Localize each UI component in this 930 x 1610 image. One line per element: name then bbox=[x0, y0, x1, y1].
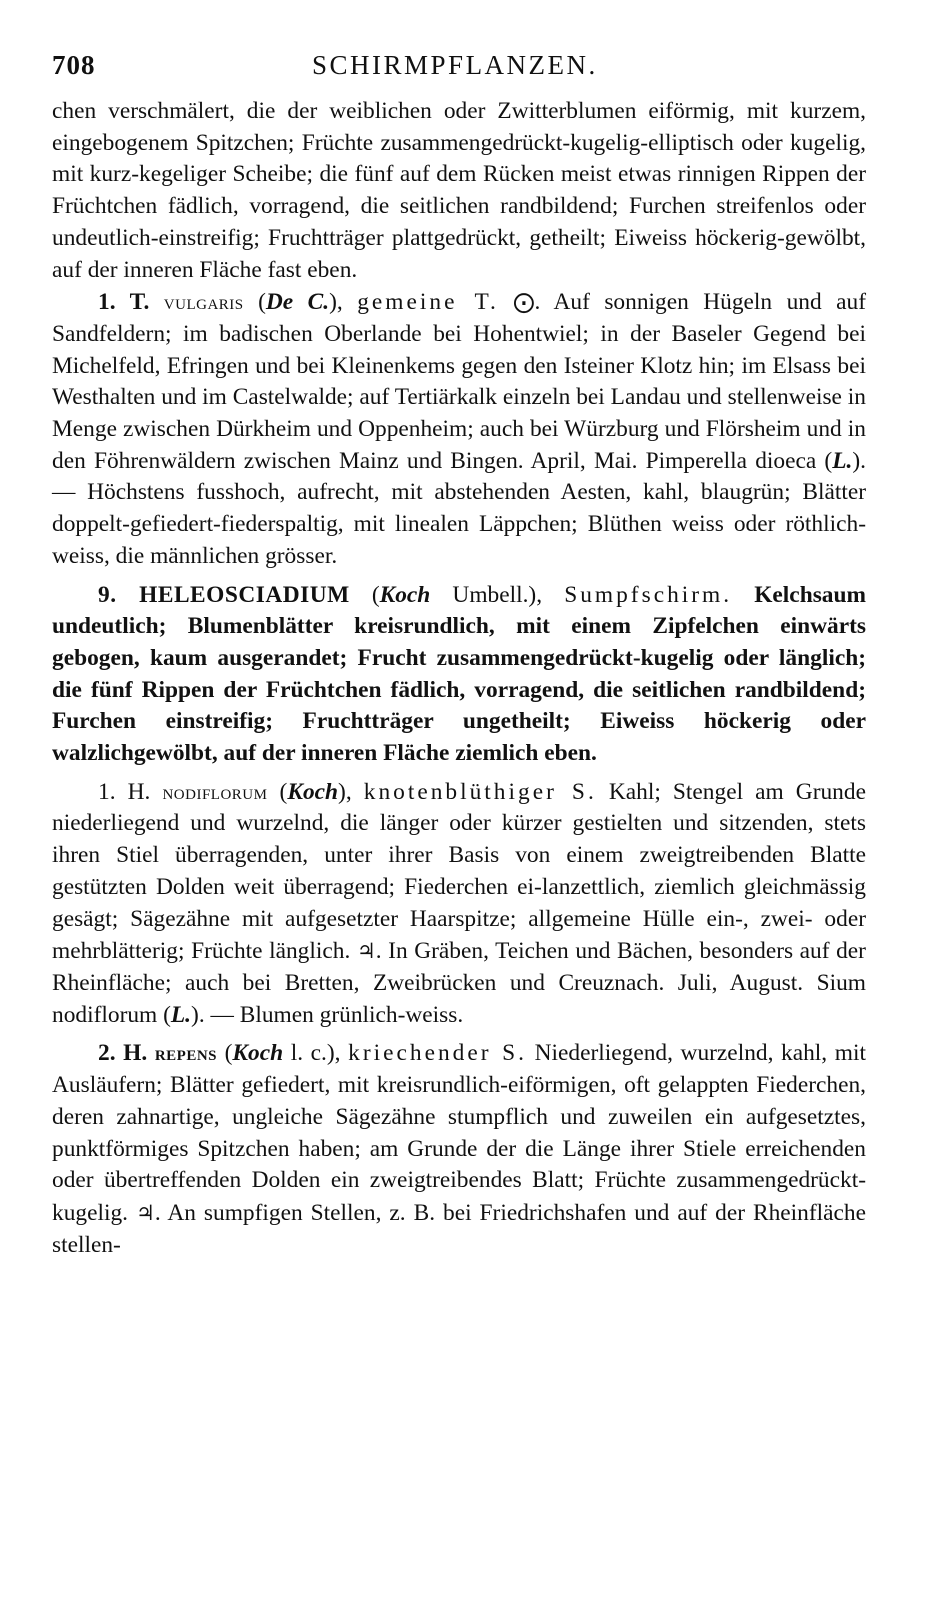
species-name: vulgaris bbox=[163, 290, 244, 315]
species-number: 1. H. bbox=[98, 778, 151, 805]
species-author: Koch bbox=[232, 1040, 284, 1067]
species-number: 2. H. bbox=[98, 1040, 148, 1067]
genus-heading: 9. HELEOSCIADIUM bbox=[98, 581, 350, 608]
common-name: gemeine T. bbox=[357, 289, 499, 316]
species-name: nodiflorum bbox=[162, 779, 268, 804]
perennial-symbol: ♃ bbox=[356, 938, 376, 964]
synonym-author: L. bbox=[170, 1001, 192, 1028]
genus-common-name: Sumpfschirm. bbox=[564, 581, 733, 608]
page-number: 708 bbox=[52, 50, 96, 80]
species-author: Koch bbox=[287, 778, 339, 805]
common-name: kriechender S. bbox=[348, 1040, 527, 1067]
annual-symbol: ⨀ bbox=[513, 289, 535, 315]
species-number: 1. T. bbox=[98, 289, 150, 316]
synonym-author: L. bbox=[832, 447, 853, 474]
paragraph-species-t-vulgaris: 1. T. vulgaris (De C.), gemeine T. ⨀. Auf sonnigen Hügeln und auf Sandfeldern; im badischen Oberlande bei Hohentwiel; in der Baseler Gegend bei Michelfeld, Efringen und bei Kleinenkems gegen den Isteiner Klotz hin; im Elsass bei Westhalten und im Castelwalde; auf Tertiärkalk einzeln bei Landau und stellenweise in Menge zwischen Dürkheim und Oppenheim; auch bei Würzburg und Flörsheim und in den Föhrenwäldern zwischen Mainz und Bingen. April, Mai. Pimperella dioeca (L.). — Höchstens fusshoch, aufrecht, mit abstehenden Aesten, kahl, blaugrün; Blätter doppelt-gefiedert-fiederspaltig, mit linealen Läppchen; Blüthen weiss oder röthlich-weiss, die männlichen grösser. bbox=[52, 289, 867, 569]
species-author: De C. bbox=[265, 289, 330, 316]
genus-description: Kelchsaum undeutlich; Blumenblätter kreisrundlich, mit einem Zipfelchen einwärts gebogen, kaum ausgerandet; Frucht zusammengedrückt-kugelig oder länglich; die fünf Rippen der Früchtchen fädlich, vorragend, die seitlichen randbildend; Furchen einstreifig; Fruchtträger ungetheilt; Eiweiss höckerig oder walzlichgewölbt, auf der inneren Fläche ziemlich eben. bbox=[52, 581, 866, 767]
paragraph-genus-continuation: chen verschmälert, die der weiblichen oder Zwitterblumen eiförmig, mit kurzem, eingebogenem Spitzchen; Früchte zusammengedrückt-kugelig-elliptisch oder kugelig, mit kurz-kegeliger Scheibe; die fünf auf dem Rücken meist etwas rinnigen Rippen der Früchtchen fädlich, vorragend, die seitlichen randbildend; Furchen streifenlos oder undeutlich-einstreifig; Fruchtträger plattgedrückt, getheilt; Eiweiss höckerig-gewölbt, auf der inneren Fläche fast eben. bbox=[52, 98, 866, 283]
perennial-symbol: ♃ bbox=[135, 1199, 155, 1225]
paragraph-species-h-nodiflorum: 1. H. nodiflorum (Koch), knotenblüthiger S. Kahl; Stengel am Grunde niederliegend und wurzelnd, die länger oder kürzer gestielten und sitzenden, stets ihren Stiel überragenden, unter ihrer Basis von einem zweigtreibenden Blatte gestützten Dolden weit überragend; Fiederchen ei-lanzettlich, ziemlich gleichmässig gesägt; Sägezähne mit aufgesetzter Haarspitze; allgemeine Hülle ein-, zwei- oder mehrblätterig; Früchte länglich. ♃. In Gräben, Teichen und Bächen, besonders auf der Rheinfläche; auch bei Bretten, Zweibrücken und Creuznach. Juli, August. Sium nodiflorum (L.). — Blumen grünlich-weiss. bbox=[52, 778, 866, 1028]
common-name: knotenblüthiger S. bbox=[363, 778, 597, 805]
body-text bbox=[52, 96, 866, 1261]
paragraph-genus-heleosciadium: 9. HELEOSCIADIUM (Koch Umbell.), Sumpfschirm. Kelchsaum undeutlich; Blumenblätter kreisrundlich, mit einem Zipfelchen einwärts gebogen, kaum ausgerandet; Frucht zusammengedrückt-kugelig oder länglich; die fünf Rippen der Früchtchen fädlich, vorragend, die seitlichen randbildend; Furchen einstreifig; Fruchtträger ungetheilt; Eiweiss höckerig oder walzlichgewölbt, auf der inneren Fläche ziemlich eben. bbox=[52, 581, 866, 767]
running-head: SCHIRMPFLANZEN. bbox=[312, 50, 598, 80]
book-page bbox=[52, 50, 866, 1590]
species-name: repens bbox=[154, 1041, 217, 1066]
paragraph-species-h-repens: 2. H. repens (Koch l. c.), kriechender S. Niederliegend, wurzelnd, kahl, mit Ausläufern; Blätter gefiedert, mit kreisrundlich-eiförmigen, oft gelappten Fiederchen, deren zahnartige, ungleiche Sägezähne stumpflich und zuweilen ein aufgesetztes, punktförmiges Spitzchen haben; am Grunde der die Länge ihrer Stiele erreichenden oder übertreffenden Dolden ein zweigtreibendes Blatt; Früchte zusammengedrückt-kugelig. ♃. An sumpfigen Stellen, z. B. bei Friedrichshafen und auf der Rheinfläche stellen- bbox=[52, 1040, 866, 1258]
page-header bbox=[52, 50, 866, 96]
genus-author: Koch bbox=[379, 581, 431, 608]
